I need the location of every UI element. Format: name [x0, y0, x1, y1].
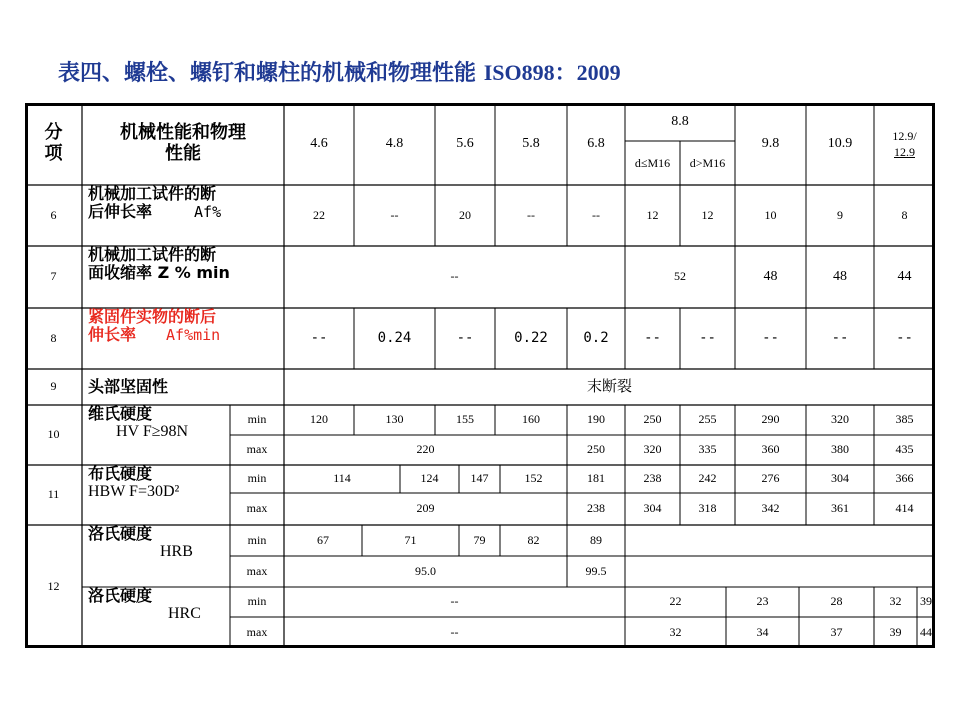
row-11-min-3: 152 — [524, 471, 543, 486]
grade-5.8: 5.8 — [522, 135, 540, 151]
row-11-max-5: 414 — [895, 501, 914, 516]
row-10-line2: HV F≥98N — [116, 423, 189, 441]
header-property-line2: 性能 — [165, 143, 201, 164]
row-12-hrc-line2: HRC — [168, 605, 201, 623]
row-7-val-10.9: 48 — [833, 268, 847, 284]
row-8-val-7: -- — [762, 330, 779, 347]
row-11-min-4: 181 — [587, 471, 605, 486]
row-7-val-9.8: 48 — [763, 268, 778, 284]
row-6-label — [82, 185, 284, 246]
row-10-max-label: max — [246, 442, 268, 457]
row-11-line2: HBW F=30D² — [88, 483, 180, 501]
row-12-hrb-line2: HRB — [160, 543, 193, 561]
row-8-val-1: 0.24 — [377, 330, 412, 347]
row-8-val-0: -- — [310, 330, 328, 347]
row-12-hrb-line1: 洛氏硬度 — [88, 524, 153, 543]
row-6-val-5: 12 — [646, 207, 659, 222]
row-12-hrb-min-2: 79 — [473, 532, 486, 547]
row-8-label — [82, 308, 284, 369]
row-10-max-3: 360 — [761, 442, 780, 457]
grade-4.6: 4.6 — [310, 135, 328, 151]
row-6-val-1: -- — [390, 207, 399, 222]
row-12-hrc-max-4: 44 — [920, 624, 932, 639]
row-12-hrc-line1: 洛氏硬度 — [88, 586, 153, 605]
row-11-label — [82, 465, 230, 525]
grade-4.8: 4.8 — [385, 135, 404, 151]
grade-8.8: 8.8 — [671, 113, 689, 129]
row-8-val-4: 0.2 — [583, 330, 609, 347]
row-12-hrc-max-3: 39 — [889, 624, 902, 639]
row-12-hrb-max-last: 99.5 — [585, 563, 607, 578]
row-8-line2-wrap — [88, 326, 220, 344]
row-12-hrc-min-3: 32 — [889, 594, 902, 609]
row-10-min-6: 255 — [698, 412, 717, 427]
row-12-no: 12 — [47, 578, 60, 593]
row-10-min-9: 385 — [895, 412, 914, 427]
row-11-max-label: max — [246, 501, 268, 516]
row-10-min-label: min — [247, 412, 267, 427]
row-7-merged: -- — [450, 269, 459, 284]
row-11-max-2: 318 — [698, 501, 717, 516]
row-11-min-7: 276 — [761, 471, 780, 486]
row-6-val-7: 10 — [764, 207, 777, 222]
row-10-min-4: 190 — [587, 412, 605, 427]
row-12-hrb-min-1: 71 — [404, 532, 417, 547]
row-12-hrb-max-merged: 95.0 — [415, 563, 436, 578]
row-11-max-4: 361 — [831, 501, 849, 516]
sub-88-large-label: d>M16 — [689, 155, 726, 170]
row-12-hrc-max-2: 37 — [830, 624, 843, 639]
row-11-min-2: 147 — [470, 471, 489, 486]
row-11-min-1: 124 — [420, 471, 439, 486]
row-6-val-8: 9 — [837, 207, 843, 222]
grade-5.6: 5.6 — [456, 135, 474, 151]
header-property-line1: 机械性能和物理 — [120, 122, 246, 144]
row-7-val-8.8: 52 — [674, 269, 686, 284]
row-12-hrb-max-label: max — [246, 563, 268, 578]
grade-9.8: 9.8 — [761, 135, 780, 151]
row-10-line1: 维氏硬度 — [88, 404, 153, 423]
row-6-line2: 后伸长率 — [88, 202, 153, 222]
row-8-val-5: -- — [644, 330, 661, 347]
row-10-max-4: 380 — [831, 442, 849, 457]
row-10-label — [82, 405, 230, 465]
row-11-max-0: 238 — [587, 501, 605, 516]
row-12-hrc-max-1: 34 — [756, 624, 769, 639]
row-7-line1: 机械加工试件的断 — [88, 245, 217, 264]
row-12-hrc-max-0: 32 — [669, 624, 682, 639]
row-6-val-4: -- — [592, 207, 600, 222]
row-6-val-3: -- — [527, 207, 535, 222]
row-12-hrc-min-2: 28 — [830, 594, 843, 609]
row-8-val-2: -- — [456, 330, 474, 347]
row-8-val-9: -- — [896, 330, 913, 347]
row-11-min-0: 114 — [333, 471, 351, 486]
row-12-hrc-max-label: max — [246, 624, 268, 639]
row-8-val-6: -- — [699, 330, 716, 347]
row-11-min-8: 304 — [831, 471, 849, 486]
title-standard: ISO898：2009 — [483, 60, 621, 85]
row-12-hrb-min-3: 82 — [527, 532, 540, 547]
row-10-min-8: 320 — [831, 412, 849, 427]
row-12-hrc-label — [82, 587, 230, 648]
row-6-val-2: 20 — [459, 207, 471, 222]
row-7-val-12.9: 44 — [897, 268, 912, 284]
row-10-min-3: 160 — [522, 412, 540, 427]
grade-8.8-small — [625, 141, 680, 185]
row-12-hrb-label — [82, 525, 230, 587]
row-11-min-label: min — [247, 471, 267, 486]
row-6-symbol: Af% — [194, 203, 222, 222]
row-11-min-9: 366 — [895, 471, 914, 486]
row-11-no: 11 — [47, 487, 60, 502]
row-6-val-9: 8 — [901, 207, 908, 222]
row-10-min-2: 155 — [456, 412, 474, 427]
row-7-line2: 面收缩率 Z % min — [88, 263, 230, 283]
row-8-line1: 紧固件实物的断后 — [88, 307, 217, 326]
properties-table — [25, 103, 935, 648]
row-12-hrb-min-0: 67 — [317, 532, 329, 547]
grade-12.9-top: 12.9/ — [892, 128, 917, 143]
row-12-hrc-min-4: 39 — [920, 594, 932, 609]
row-6-val-6: 12 — [701, 207, 714, 222]
row-10-max-1: 320 — [643, 442, 662, 457]
row-11-max-merged: 209 — [416, 501, 435, 516]
row-12-hrc-max-merged: -- — [450, 624, 459, 639]
row-12-hrc-min-merged: -- — [450, 594, 459, 609]
grade-12.9 — [874, 103, 935, 185]
header-item-label: 分项 — [44, 122, 63, 164]
row-6-line1: 机械加工试件的断 — [88, 184, 217, 203]
row-8-line2: 伸长率 — [88, 325, 137, 345]
row-10-max-merged: 220 — [416, 442, 435, 457]
row-12-hrc-min-label: min — [247, 594, 267, 609]
row-7-label — [82, 246, 284, 308]
row-12-hrb-min-4: 89 — [590, 532, 602, 547]
grade-8.8-large — [680, 141, 735, 185]
row-11-max-1: 304 — [643, 501, 662, 516]
row-11-min-5: 238 — [643, 471, 662, 486]
row-6-val-0: 22 — [313, 207, 325, 222]
row-6-line2-wrap — [88, 203, 221, 221]
row-9-label: 头部坚固性 — [88, 376, 169, 396]
row-10-min-5: 250 — [643, 412, 662, 427]
row-8-no: 8 — [50, 330, 57, 345]
grade-10.9: 10.9 — [827, 135, 853, 151]
header-item-col — [25, 103, 82, 185]
row-6-no: 6 — [50, 207, 57, 222]
row-9-no: 9 — [50, 379, 57, 394]
row-8-val-3: 0.22 — [514, 330, 548, 347]
title-text: 表四、螺栓、螺钉和螺柱的机械和物理性能 — [58, 60, 477, 86]
row-8-symbol: Af%min — [166, 326, 221, 345]
grade-6.8: 6.8 — [587, 135, 605, 151]
row-9-merged: 末断裂 — [586, 377, 632, 396]
row-11-line1: 布氏硬度 — [88, 464, 153, 483]
sub-88-small-label: d≤M16 — [634, 155, 671, 170]
row-10-min-1: 130 — [385, 412, 404, 427]
row-12-hrc-min-0: 22 — [669, 594, 682, 609]
row-8-val-8: -- — [831, 330, 849, 347]
row-10-no: 10 — [47, 427, 60, 442]
grade-12.9-bottom: 12.9 — [894, 145, 915, 159]
row-11-min-6: 242 — [698, 471, 717, 486]
row-10-max-2: 335 — [698, 442, 717, 457]
page-title — [58, 56, 621, 87]
row-11-max-3: 342 — [761, 501, 780, 516]
row-10-min-7: 290 — [761, 412, 780, 427]
row-12-hrc-min-1: 23 — [756, 594, 769, 609]
row-7-no: 7 — [50, 269, 57, 284]
row-12-hrb-min-label: min — [247, 532, 267, 547]
header-property-col — [82, 103, 284, 185]
row-10-max-5: 435 — [895, 442, 914, 457]
row-10-max-0: 250 — [587, 442, 605, 457]
row-10-min-0: 120 — [310, 412, 328, 427]
